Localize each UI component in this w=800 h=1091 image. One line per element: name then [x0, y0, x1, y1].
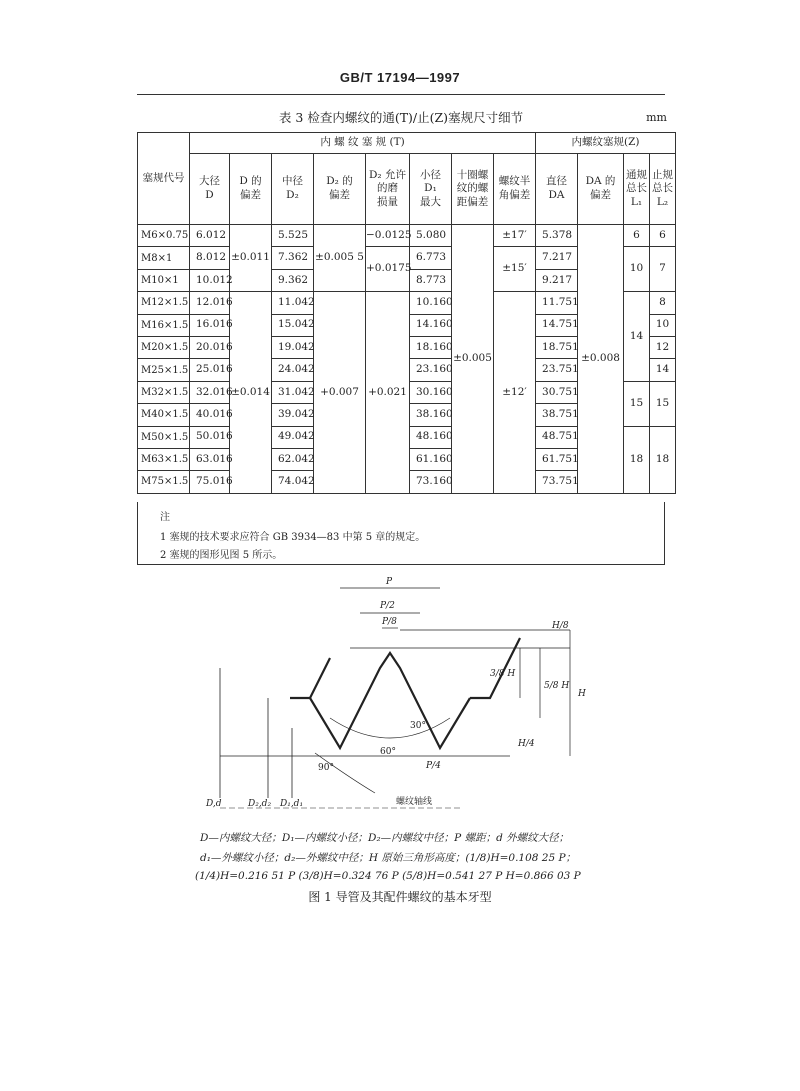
table-row: M20×1.5 20.016 19.042 18.160 18.751 12 — [138, 336, 676, 358]
col-header-D2-wear: D₂ 允许 的磨 损量 — [366, 154, 410, 225]
table-row: M8×1 8.012 7.362 +0.0175 6.773 ±15′ 7.217 10 7 — [138, 247, 676, 269]
table-row: M63×1.5 63.016 62.042 61.160 61.751 — [138, 448, 676, 470]
col-header-D: 大径 D — [190, 154, 230, 225]
label-P8: P/8 — [382, 617, 397, 627]
gauge-spec-table — [137, 132, 676, 494]
thread-profile-line — [310, 653, 470, 748]
col-header-angle: 螺纹半 角偏差 — [494, 154, 536, 225]
col-header-pitch: 十圈螺 纹的螺 距偏差 — [452, 154, 494, 225]
table-unit: mm — [646, 111, 667, 124]
label-P2: P/2 — [380, 601, 395, 611]
label-H58: 5/8 H — [544, 681, 570, 691]
label-H38: 3/8 H — [490, 669, 516, 679]
figure-caption: 图 1 导管及其配件螺纹的基本牙型 — [308, 890, 492, 904]
table-row: M50×1.5 50.016 49.042 48.160 48.751 18 18 — [138, 426, 676, 448]
col-header-D1: 小径 D₁ 最大 — [410, 154, 452, 225]
col-header-D2-dev: D₂ 的 偏差 — [314, 154, 366, 225]
table-row: M16×1.5 16.016 15.042 14.160 14.751 10 — [138, 314, 676, 336]
table-caption: 表 3 检查内螺纹的通(T)/止(Z)塞规尺寸细节 — [278, 110, 524, 125]
group-header-internal: 内 螺 纹 塞 规 (T) — [190, 133, 536, 154]
table-row: M75×1.5 75.016 74.042 73.160 73.751 — [138, 471, 676, 493]
label-D1d1: D₁,d₁ — [280, 799, 304, 809]
legend-line-3: (1/4)H=0.216 51 P (3/8)H=0.324 76 P (5/8)H=0.541 27 P H=0.866 03 P — [195, 870, 581, 882]
table-notes — [137, 502, 665, 565]
legend-line-1: D—内螺纹大径；D₁—内螺纹小径；D₂—内螺纹中径；P 螺距；d 外螺纹大径； — [200, 832, 570, 844]
col-header-code: 塞规代号 — [138, 133, 190, 225]
table-row: M32×1.5 32.016 31.042 30.160 30.751 15 15 — [138, 381, 676, 403]
col-header-DA: 直径 DA — [536, 154, 578, 225]
label-D2d2: D₂,d₂ — [248, 799, 272, 809]
col-header-D-dev: D 的 偏差 — [230, 154, 272, 225]
table-row: M12×1.5 12.016 ±0.014 11.042 +0.007 +0.021 10.160 ±12′ 11.751 14 8 — [138, 292, 676, 314]
label-H4: H/4 — [518, 739, 535, 749]
label-30: 30° — [410, 721, 426, 731]
label-P: P — [386, 577, 393, 587]
table-caption-bar — [137, 108, 665, 128]
notes-title: 注 — [160, 512, 170, 523]
table-row: M40×1.5 40.016 39.042 38.160 38.751 — [138, 404, 676, 426]
label-P4: P/4 — [426, 761, 441, 771]
page-header: GB/T 17194—1997 — [339, 70, 461, 85]
table-row: M25×1.5 25.016 24.042 23.160 23.751 14 — [138, 359, 676, 381]
table-row: M6×0.75 6.012 ±0.011 5.525 ±0.005 5 −0.0125 5.080 ±0.005 ±17′ 5.378 ±0.008 6 6 — [138, 225, 676, 247]
label-60: 60° — [380, 747, 396, 757]
col-header-D2: 中径 D₂ — [272, 154, 314, 225]
label-H: H — [578, 689, 586, 699]
group-header-internal-z: 内螺纹塞规(Z) — [536, 133, 676, 154]
thread-right-flank — [470, 638, 520, 698]
thread-profile-figure — [200, 568, 610, 818]
header-rule — [137, 94, 665, 95]
col-header-L1: 通规 总长 L₁ — [624, 154, 650, 225]
table-row: M10×1 10.012 9.362 8.773 9.217 — [138, 269, 676, 291]
label-90: 90° — [318, 763, 334, 773]
angle-90-arc — [315, 753, 375, 793]
note-1: 1 塞规的技术要求应符合 GB 3934—83 中第 5 章的规定。 — [160, 532, 426, 543]
angle-60-arc — [330, 718, 450, 738]
col-header-L2: 止规 总长 L₂ — [650, 154, 676, 225]
thread-left-start — [310, 658, 330, 698]
col-header-DA-dev: DA 的 偏差 — [578, 154, 624, 225]
note-2: 2 塞规的图形见图 5 所示。 — [160, 550, 283, 561]
label-H8: H/8 — [552, 621, 569, 631]
label-Dd: D,d — [206, 799, 222, 809]
legend-line-2: d₁—外螺纹小径；d₂—外螺纹中径；H 原始三角形高度；(1/8)H=0.108 25 P； — [200, 852, 577, 864]
label-axis: 螺纹轴线 — [396, 797, 433, 807]
